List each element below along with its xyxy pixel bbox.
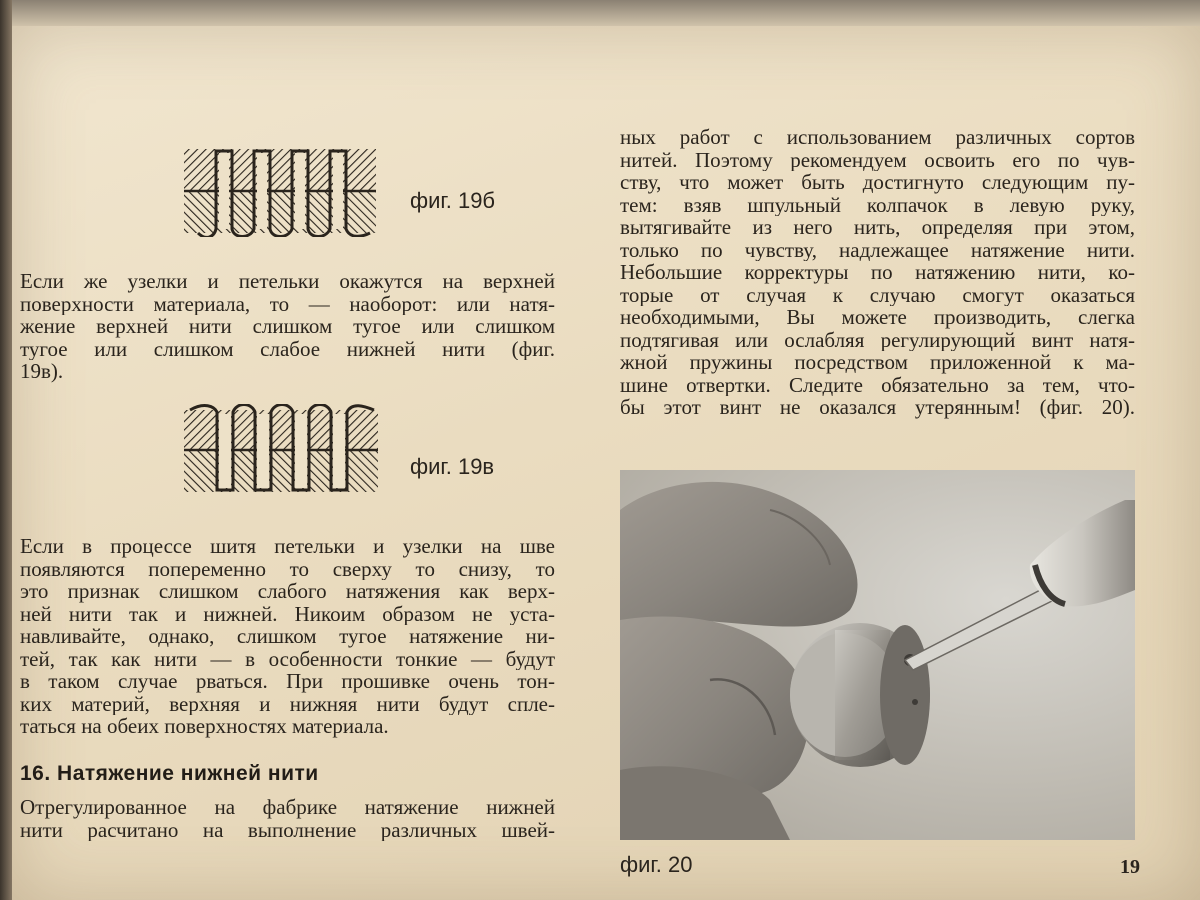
right-paragraph — [620, 126, 1135, 419]
fig19b-illustration — [184, 145, 376, 237]
text-line: Если в процессе шитя петельки и узелки на шве — [20, 535, 555, 558]
text-line: Если же узелки и петельки окажутся на верхней — [20, 270, 555, 293]
text-line: таться на обеих поверхностях материала. — [20, 715, 389, 738]
text-line: появляются попеременно то сверху то снизу, то — [20, 557, 555, 580]
fig20-photo — [620, 470, 1135, 840]
text-line: ных работ с использованием различных сортов — [620, 126, 1135, 149]
text-line: необходимыми, Вы можете производить, слегка — [620, 306, 1135, 329]
page-number: 19 — [1120, 856, 1140, 878]
text-line: жение верхней нити слишком тугое или слишком — [20, 315, 555, 338]
text-line: только по чувству, надлежащее натяжение нити. — [620, 238, 1135, 261]
text-line: нитей. Поэтому рекомендуем освоить его по чув- — [620, 148, 1135, 171]
page-top-edge — [0, 0, 1200, 26]
section-heading: 16. Натяжение нижней нити — [20, 762, 319, 785]
text-line: ству, что может быть достигнуто следующим пу- — [620, 171, 1135, 194]
text-line: Отрегулированное на фабрике натяжение нижней — [20, 796, 555, 819]
text-line: поверхности материала, то — наоборот: или натя- — [20, 292, 555, 315]
fig20-caption: фиг. 20 — [620, 852, 693, 877]
paragraph-2 — [20, 535, 555, 738]
text-line: тугое или слишком слабое нижней нити (фиг. — [20, 337, 555, 360]
text-line: подтягивая или ослабляя регулирующий винт натя- — [620, 328, 1135, 351]
text-line: в таком случае рваться. При прошивке очень тон- — [20, 670, 555, 693]
text-line: тем: взяв шпульный колпачок в левую руку, — [620, 193, 1135, 216]
text-line: торые от случая к случаю смогут оказаться — [620, 283, 1135, 306]
text-line: вытягивайте из него нить, определяя при этом, — [620, 216, 1135, 239]
fig19v-caption: фиг. 19в — [410, 454, 495, 479]
paragraph-3 — [20, 796, 555, 841]
text-line: тей, так как нити — в особенности тонкие — будут — [20, 647, 555, 670]
bobbin-case-photo — [620, 470, 1135, 840]
text-line: ких материй, верхняя и нижняя нити будут спле- — [20, 692, 555, 715]
fig19b-caption: фиг. 19б — [410, 188, 496, 213]
fig19v-illustration — [184, 404, 378, 496]
text-line: навливайте, однако, слишком тугое натяжение ни- — [20, 625, 555, 648]
text-line: шине отвертки. Следите обязательно за тем, что- — [620, 373, 1135, 396]
text-line: Небольшие корректуры по натяжению нити, ко- — [620, 261, 1135, 284]
paragraph-1 — [20, 270, 555, 383]
text-line: это признак слишком слабого натяжения как верх- — [20, 580, 555, 603]
text-line: ней нити так и нижней. Никоим образом не устa- — [20, 602, 555, 625]
page-left-edge — [0, 0, 12, 900]
text-line: жной пружины посредством приложенной к ма- — [620, 351, 1135, 374]
text-line: 19в). — [20, 360, 64, 383]
text-line: бы этот винт не оказался утерянным! (фиг. 20). — [620, 396, 1135, 419]
text-line: нити расчитано на выполнение различных швей- — [20, 818, 555, 841]
